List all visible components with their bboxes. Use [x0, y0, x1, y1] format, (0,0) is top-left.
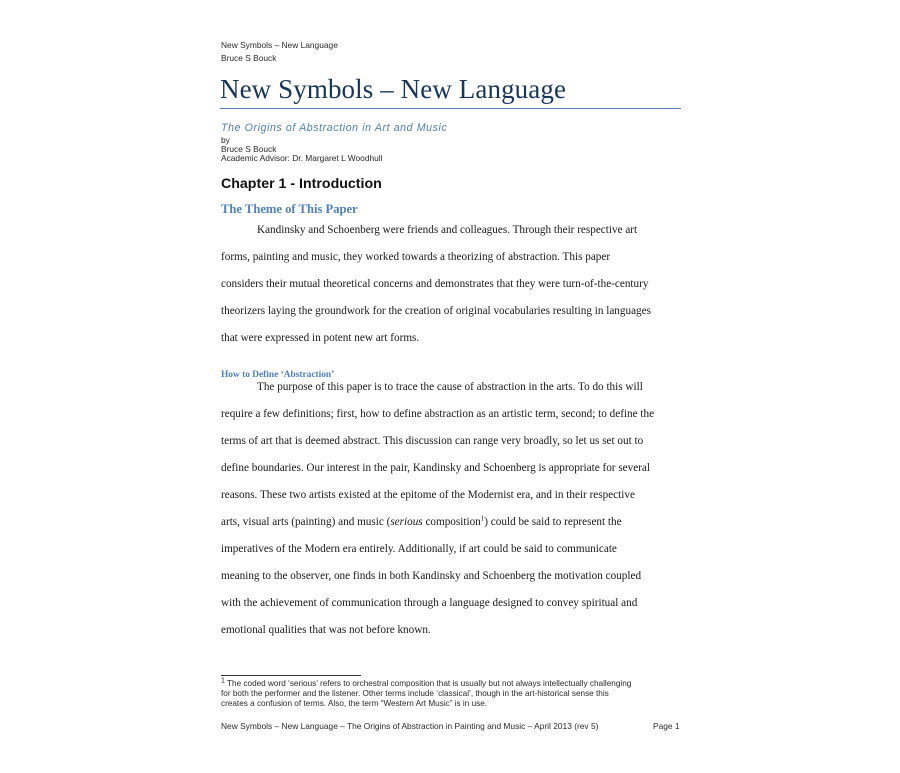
footnote-line: creates a confusion of terms. Also, the term “Western Art Music” is in use. — [221, 699, 488, 708]
paragraph-line: meaning to the observer, one finds in both Kandinsky and Schoenberg the motivation coupled — [221, 570, 642, 582]
paragraph-line: emotional qualities that was not before known. — [221, 624, 431, 636]
subsection-heading-define: How to Define ‘Abstraction’ — [221, 370, 335, 380]
paragraph-line: that were expressed in potent new art forms. — [221, 332, 420, 344]
document-title: New Symbols – New Language — [220, 74, 567, 104]
chapter-heading: Chapter 1 - Introduction — [221, 176, 382, 192]
paragraph-line: imperatives of the Modern era entirely. Additionally, if art could be said to communicate — [221, 543, 617, 555]
footnote-separator — [221, 675, 361, 676]
paragraph-line: reasons. These two artists existed at the epitome of the Modernist era, and in their respective — [221, 489, 635, 501]
running-header-title: New Symbols – New Language — [221, 40, 338, 50]
footnote-reference[interactable]: 1 — [480, 514, 485, 523]
academic-advisor: Academic Advisor: Dr. Margaret L Woodhull — [221, 153, 383, 163]
paragraph-line: with the achievement of communication through a language designed to convey spiritual and — [221, 597, 638, 609]
paragraph-line: The purpose of this paper is to trace the cause of abstraction in the arts. To do this will — [257, 381, 643, 393]
paragraph-line: Kandinsky and Schoenberg were friends and colleagues. Through their respective art — [257, 224, 638, 236]
running-header-author: Bruce S Bouck — [221, 53, 277, 63]
italic-term: serious — [390, 516, 423, 528]
text-span: ) could be said to represent the — [484, 516, 622, 528]
paragraph-line: theorizers laying the groundwork for the creation of original vocabularies resulting in languages — [221, 305, 651, 317]
paragraph-line: define boundaries. Our interest in the pair, Kandinsky and Schoenberg is appropriate for several — [221, 462, 650, 474]
paragraph-line — [221, 516, 622, 528]
paragraph-line: forms, painting and music, they worked towards a theorizing of abstraction. This paper — [221, 251, 611, 263]
text-span: The coded word ‘serious’ refers to orchestral composition that is usually but not always intellectually challenging — [224, 679, 632, 688]
paragraph-line: require a few definitions; first, how to define abstraction as an artistic term, second; to define the — [221, 408, 655, 420]
paragraph-line: terms of art that is deemed abstract. This discussion can range very broadly, so let us set out to — [221, 435, 644, 447]
page-number: Page 1 — [653, 721, 680, 731]
document-author: Bruce S Bouck — [221, 144, 277, 154]
footnote-line: for both the performer and the listener. Other terms include ‘classical’, though in the art-historical sense this — [221, 689, 609, 698]
paragraph-line: considers their mutual theoretical concerns and demonstrates that they were turn-of-the-century — [221, 278, 649, 290]
footnote-line — [221, 679, 631, 688]
text-span: composition — [422, 516, 481, 528]
text-span: arts, visual arts (painting) and music ( — [221, 516, 391, 528]
title-underline — [220, 108, 681, 109]
section-heading-theme: The Theme of This Paper — [221, 202, 358, 216]
by-label: by — [221, 135, 230, 145]
page-footer-title: New Symbols – New Language – The Origins of Abstraction in Painting and Music – April 2013 (rev 5) — [221, 721, 599, 731]
document-subtitle: The Origins of Abstraction in Art and Music — [221, 122, 448, 134]
footnote-marker: 1 — [221, 677, 225, 685]
